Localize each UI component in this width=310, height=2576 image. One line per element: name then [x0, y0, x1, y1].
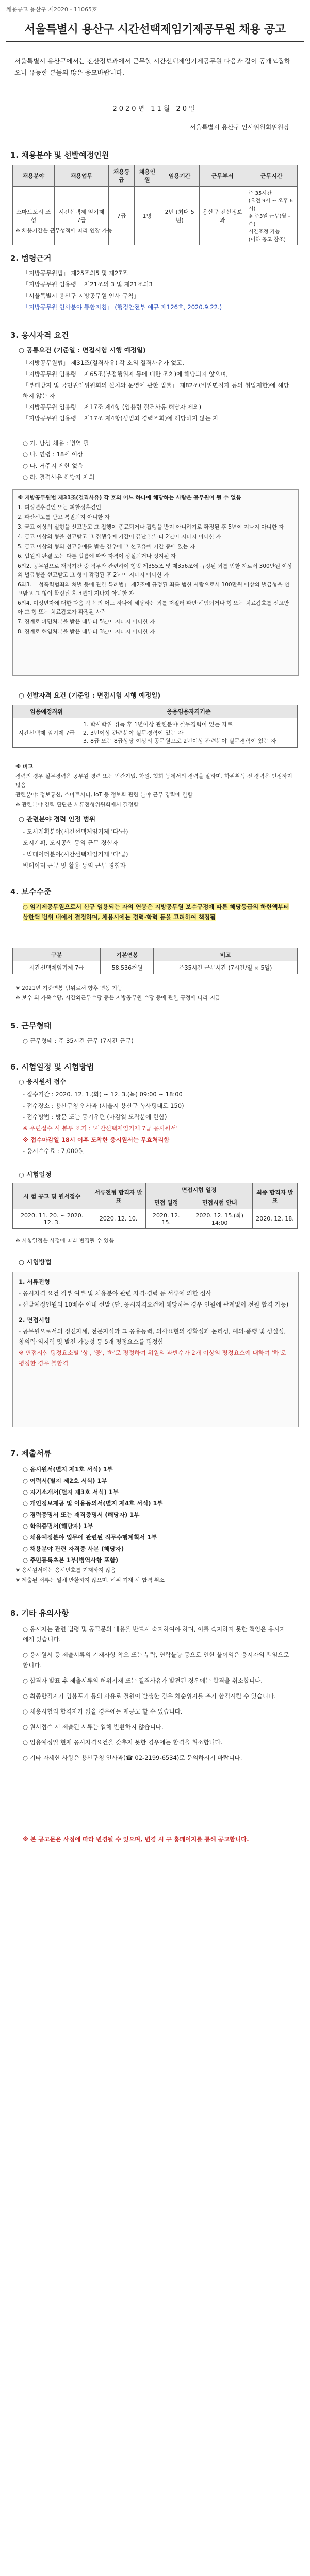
section-4-title: 4. 보수수준	[10, 887, 52, 896]
list-item: ○ 원서접수 시 제출된 서류는 일체 반환하지 않습니다.	[23, 1723, 164, 1731]
table-header: 면접시험 일정	[146, 1183, 253, 1196]
table-cell: 2020. 12. 10.	[91, 1209, 146, 1229]
list-item: - 응시자격 요건 적부 여부 및 채용분야 관련 자격·경력 등 서류에 의한 심사	[19, 1290, 211, 1297]
list-item: 도시계획, 도시공학 등의 근무 경험자	[23, 839, 118, 846]
title-divider	[6, 41, 304, 42]
section-3-title: 3. 응시자격 요건	[10, 331, 69, 340]
table-header: 임용기간	[160, 165, 199, 187]
list-item: ○ 이력서(별지 제2호 서식) 1부	[23, 1477, 107, 1484]
table-header: 채용등급	[109, 165, 135, 187]
table-cell: 1명	[134, 187, 160, 245]
method-heading: ○ 시험방법	[19, 1258, 52, 1266]
list-item: 「지방공무원 임용령」 제65조(부정행위자 등에 대한 조치)에 해당되지 않으며,	[23, 370, 229, 378]
announcement-date: 2020년 11월 20일	[112, 105, 198, 113]
work-type: ○ 근무형태 : 주 35시간 근무 (7시간 근무)	[23, 1037, 134, 1044]
list-item: ※ 2021년 기준연봉 범위로서 향후 변동 가능	[15, 985, 123, 991]
list-item: 「지방공무원 임용령」 제17조 제4항 (임용령 결격사유 해당자 제외)	[23, 403, 202, 411]
list-item: 「서울특별시 용산구 지방공무원 인사 규칙」	[23, 292, 140, 299]
list-item: - 공무원으로서의 정신자세, 전문지식과 그 응용능력, 의사표현의 정확성과 논리성, 예의·품행 및 성실성, 창의력·의지력 및 발전 가능성 등 5개 평정요소를 평정함	[19, 1328, 286, 1345]
table-header: 채용업무	[54, 165, 109, 187]
list-item: ○ 경력증명서 또는 재직증명서 (해당자) 1부	[23, 1511, 140, 1518]
list-item: ※ 제출된 서류는 일체 반환하지 않으며, 허위 기재 시 합격 취소	[15, 1577, 165, 1583]
list-item: 2. 면접시험	[19, 1316, 50, 1324]
list-item: 6의3. 「성폭력범죄의 처벌 등에 관한 특례법」 제2조에 규정된 죄를 범한 사람으로서 100만원 이상의 벌금형을 선고받고 그 형이 확정된 후 3년이 지나지 아니한 자	[18, 582, 290, 597]
list-item: 6의4. 미성년자에 대한 다음 각 목의 어느 하나에 해당하는 죄를 저질러 파면·해임되거나 형 또는 치료감호를 선고받아 그 형 또는 치료감호가 확정된 사람	[18, 600, 289, 615]
list-item: ※ 보수 외 가족수당, 시간외근무수당 등은 지방공무원 수당 등에 관한 규정에 따라 지급	[15, 995, 221, 1001]
method-list	[19, 1277, 292, 1369]
list-item: ○ 다. 거주지 제한 없음	[23, 462, 84, 469]
list-item: 「지방공무원 임용령」 제17조 제4항(성범죄 경력조회)에 해당하지 않는 자	[23, 415, 219, 422]
table-header: 서류전형 합격자 발표	[91, 1183, 146, 1209]
list-item: 5. 금고 이상의 형의 선고유예를 받은 경우에 그 선고유예 기간 중에 있는 자	[18, 544, 195, 550]
table-cell: 2020. 11. 20. ~ 2020. 12. 3.	[13, 1209, 91, 1229]
list-item: ※ 우편접수 시 봉투 표기 : '시간선택제임기제 7급 응시원서'	[23, 1125, 178, 1132]
table-header: 최종 합격자 발표	[252, 1183, 297, 1209]
list-item: 8. 징계로 해임처분을 받은 때부터 3년이 지나지 아니한 자	[18, 629, 155, 635]
scope-heading: ○ 관련분야 경력 인정 범위	[19, 815, 96, 823]
list-item: 「부패방지 및 국민권익위원회의 설치와 운영에 관한 법률」 제82조(비위면직자 등의 취업제한)에 해당하지 않는 자	[23, 382, 289, 399]
list-item: 1. 서류전형	[19, 1278, 50, 1285]
notice-list	[23, 1624, 291, 1768]
list-item: ○ 임용예정일 현재 응시자격요건을 갖추지 못한 경우에는 합격을 취소합니다.	[23, 1739, 223, 1746]
table-header: 면접 일정	[146, 1196, 187, 1209]
hours-line: 주 35시간	[248, 191, 272, 196]
table-cell: 용산구 전산정보과	[199, 187, 246, 245]
common-requirements-list	[23, 438, 291, 483]
closing-highlight: ※ 본 공고문은 사정에 따라 변경될 수 있으며, 변경 시 구 홈페이지를 통해 공고합니다.	[23, 1836, 249, 1843]
application-heading: ○ 응시원서 접수	[19, 1078, 67, 1086]
list-item: - 빅데이터분야(시간선택제임기제 '다'급)	[23, 851, 128, 858]
section-1-note: ※ 채용기간은 근무성적에 따라 연장 가능	[15, 228, 112, 234]
table-cell: 2020. 12. 18.	[252, 1209, 297, 1229]
section-8-title: 8. 기타 유의사항	[10, 1608, 69, 1618]
required-documents	[23, 1464, 291, 1566]
table-cell: 2020. 12. 15.(화) 14:00	[187, 1209, 252, 1229]
list-item: ○ 응시원서(별지 제1호 서식) 1부	[23, 1466, 113, 1473]
table-cell: 시간선택제 임기제7급	[54, 187, 109, 245]
list-item: ※ 응시원서에는 응시번호를 기재하지 않음	[15, 1567, 116, 1573]
list-item: - 접수기간 : 2020. 12. 1.(화) ~ 12. 3.(목) 09:00 ~ 18:00	[23, 1091, 183, 1098]
list-item: ○ 라. 결격사유 해당자 제외	[23, 473, 95, 481]
list-item: ○ 개인정보제공 및 이용동의서(별지 제4호 서식) 1부	[23, 1500, 163, 1507]
section-5-title: 5. 근무형태	[10, 1021, 52, 1030]
table-cell: 58,536천원	[101, 961, 154, 974]
list-item: - 접수장소 : 용산구청 인사과 (서울시 용산구 녹사평대로 150)	[23, 1102, 184, 1109]
table-header: 기본연봉	[101, 948, 154, 961]
list-item: 빅데이터 근무 및 활용 등의 근무 경험자	[23, 862, 126, 869]
list-item: 「지방공무원 인사분야 통합지침」 (행정안전부 예규 제126호, 2020.9.22.)	[23, 303, 222, 311]
salary-notes	[15, 984, 297, 1004]
table-cell: 주35시간 근무시간 (7시간/일 × 5일)	[154, 961, 298, 974]
table-header: 근무부서	[199, 165, 246, 187]
salary-table	[12, 948, 298, 974]
section-1-title: 1. 채용분야 및 선발예정인원	[10, 150, 109, 160]
table-cell: 2년 (최대 5년)	[160, 187, 199, 245]
list-item: 관련분야: 정보통신, 스마트시티, IoT 등 정보화 관련 분야 근무 경력에 한함	[15, 792, 193, 798]
issuer-name: 서울특별시 용산구 인사위원회위원장	[189, 124, 289, 131]
table-cell: 스마트도시 조성	[13, 187, 55, 245]
section-2-title: 2. 법령근거	[10, 253, 52, 263]
hours-line: (이하 공고 참조)	[248, 237, 286, 243]
schedule-note: ※ 시험일정은 사정에 따라 변경될 수 있음	[15, 1238, 115, 1244]
hours-line: 시간조정 가능	[248, 229, 280, 235]
list-item: 2. 파산선고를 받고 복권되지 아니한 자	[18, 514, 110, 520]
hours-line: ※ 주3일 근무(월~수)	[248, 214, 291, 227]
document-reference: 채용공고 용산구 제2020 - 11065호	[6, 6, 97, 13]
intro-paragraph: 서울특별시 용산구에서는 전산정보과에서 근무할 시간선택제임기제공무원 다음과 같이 공개모집하오니 유능한 분들의 많은 응모바랍니다.	[14, 57, 290, 76]
table-header: 응용임용자격기준	[80, 705, 298, 718]
salary-description	[23, 902, 291, 922]
list-item: ※ 면접시험 평정요소별 '상', '중', '하'로 평정하여 위원의 과반수가 2개 이상의 평정요소에 대하여 '하'로 평정한 경우 불합격	[19, 1349, 287, 1367]
table-header: 구분	[13, 948, 101, 961]
list-item: ○ 자기소개서(별지 제3호 서식) 1부	[23, 1488, 119, 1496]
list-item: 경력의 경우 실무경력은 공무원 경력 또는 민간기업, 학원, 협회 등에서의 경력을 말하며, 학위취득 전 경력은 인정하지 않음	[15, 773, 292, 788]
list-item: ○ 기타 자세한 사항은 용산구청 인사과(☎ 02-2199-6534)로 문의하시기 바랍니다.	[23, 1754, 242, 1761]
list-item: 6. 법원의 판결 또는 다른 법률에 따라 자격이 상실되거나 정지된 자	[18, 553, 176, 560]
table-cell: 7급	[109, 187, 135, 245]
list-item: - 도시계획분야(시간선택제임기제 '다'급)	[23, 828, 128, 835]
list-item: ○ 채용분야 관련 자격증 사본 (해당자)	[23, 1545, 124, 1552]
list-item: ※ 지방공무원법 제31조(결격사유) 각 호의 어느 하나에 해당하는 사람은 공무원이 될 수 없음	[18, 495, 241, 501]
common-requirements	[23, 358, 291, 425]
list-item: - 응시수수료 : 7,000원	[23, 1147, 84, 1155]
page-title: 서울특별시 용산구 시간선택제임기제공무원 채용 공고	[24, 23, 286, 36]
list-item: 1. 학사학위 취득 후 1년이상 관련분야 실무경력이 있는 자로	[83, 721, 233, 728]
list-item: ○ 응시원서 등 제출서류의 기재사항 착오 또는 누락, 연락불능 등으로 인한 불이익은 응시자의 책임으로 합니다.	[23, 1651, 289, 1669]
disqualification-notes	[18, 494, 292, 637]
table-cell	[80, 718, 298, 748]
list-item: ○ 가. 남성 채용 : 병역 필	[23, 439, 89, 447]
list-item: ○ 주민등록초본 1부(병역사항 포함)	[23, 1556, 118, 1564]
list-item: ○ 학위증명서(해당자) 1부	[23, 1522, 93, 1530]
table-cell: 시간선택제임기제 7급	[13, 961, 101, 974]
list-item: 6의2. 공무원으로 재직기간 중 직무와 관련하여 형법 제355조 및 제356조에 규정된 죄를 범한 자로서 300만원 이상의 벌금형을 선고받고 그 형이 확정된 후 2년이 지나지 아니한 자	[18, 563, 292, 578]
list-item: ※ 접수마감일 18시 이후 도착한 응시원서는 무효처리함	[23, 1136, 170, 1143]
list-item: 「지방공무원법」 제25조의5 및 제27조	[23, 269, 128, 277]
list-item: ○ 합격자 발표 후 제출서류의 허위기재 또는 결격사유가 발견된 경우에는 합격을 취소합니다.	[23, 1677, 263, 1684]
list-item: ○ 채용예정분야 업무에 관련된 직무수행계획서 1부	[23, 1534, 157, 1541]
list-item: ○ 채용시험의 합격자가 없을 경우에는 재공고 할 수 있습니다.	[23, 1708, 183, 1715]
table-header: 시 험 공고 및 원서접수	[13, 1183, 91, 1209]
schedule-heading: ○ 시험일정	[19, 1171, 52, 1178]
qualification-table	[12, 705, 298, 748]
application-details	[23, 1089, 291, 1157]
table-header: 면접시험 안내	[187, 1196, 252, 1209]
table-header: 채용인원	[134, 165, 160, 187]
table-cell: 시간선택제 임기제 7급	[13, 718, 80, 748]
table-header: 임용예정직위	[13, 705, 80, 718]
list-item: - 선발예정인원의 10배수 이내 선발 (단, 응시자격요건에 해당하는 경우 인원에 관계없이 전원 합격 가능)	[19, 1301, 289, 1308]
list-item: 7. 징계로 파면처분을 받은 때부터 5년이 지나지 아니한 자	[18, 619, 155, 625]
list-item: ※ 비고	[15, 764, 34, 770]
list-item: 1. 피성년후견인 또는 피한정후견인	[18, 504, 102, 511]
list-item: 3. 금고 이상의 실형을 선고받고 그 집행이 종료되거나 집행을 받지 아니하기로 확정된 후 5년이 지나지 아니한 자	[18, 524, 284, 530]
hours-line: (오전 9시 ~ 오후 6시)	[248, 198, 293, 212]
common-requirements-heading: ○ 공통요건 (기준일 : 면접시험 시행 예정일)	[19, 346, 146, 354]
salary-description-text: ○ 임기제공무원으로서 신규 임용되는 자의 연봉은 지방공무원 보수규정에 따른 해당등급의 하한액부터 상한액 범위 내에서 결정하며, 채용시에는 경력·학력 등을 고려하여 책정됨	[23, 903, 289, 921]
qualification-notes	[15, 762, 297, 810]
legal-basis-list	[23, 268, 291, 313]
list-item: 4. 금고 이상의 형을 선고받고 그 집행유예 기간이 끝난 날부터 2년이 지나지 아니한 자	[18, 534, 221, 540]
list-item: ※ 관련분야 경력 판단은 서류전형위원회에서 결정함	[15, 802, 139, 808]
table-header: 비고	[154, 948, 298, 961]
scope-list	[23, 826, 291, 872]
table-cell	[246, 187, 297, 245]
list-item: 「지방공무원법」 제31조(결격사유) 각 호의 결격사유가 없고,	[23, 359, 184, 366]
document-notes	[15, 1566, 297, 1586]
list-item: 2. 3년이상 관련분야 실무경력이 있는 자	[83, 730, 184, 736]
list-item: - 접수방법 : 방문 또는 등기우편 (마감일 도착분에 한함)	[23, 1113, 167, 1121]
table-header: 근무시간	[246, 165, 297, 187]
list-item: ○ 나. 연령 : 18세 이상	[23, 451, 84, 458]
table-header: 채용분야	[13, 165, 55, 187]
list-item: 3. 8급 또는 8급상당 이상의 공무원으로 2년이상 관련분야 실무경력이 있는 자	[83, 738, 276, 744]
section-7-title: 7. 제출서류	[10, 1449, 52, 1458]
section-6-title: 6. 시험일정 및 시험방법	[10, 1062, 94, 1072]
schedule-table	[12, 1183, 298, 1229]
qualification-heading: ○ 선발자격 요건 (기준일 : 면접시험 시행 예정일)	[19, 691, 161, 699]
list-item: ○ 최종합격자가 임용포기 등의 사유로 결원이 발생한 경우 차순위자를 추가 합격시킬 수 있습니다.	[23, 1692, 276, 1700]
table-cell: 2020. 12. 15.	[146, 1209, 187, 1229]
list-item: 「지방공무원 임용령」 제21조의 3 및 제21조의3	[23, 281, 153, 288]
list-item: ○ 응시자는 관련 법령 및 공고문의 내용을 반드시 숙지하여야 하며, 이를 숙지하지 못한 책임은 응시자에게 있습니다.	[23, 1625, 286, 1643]
